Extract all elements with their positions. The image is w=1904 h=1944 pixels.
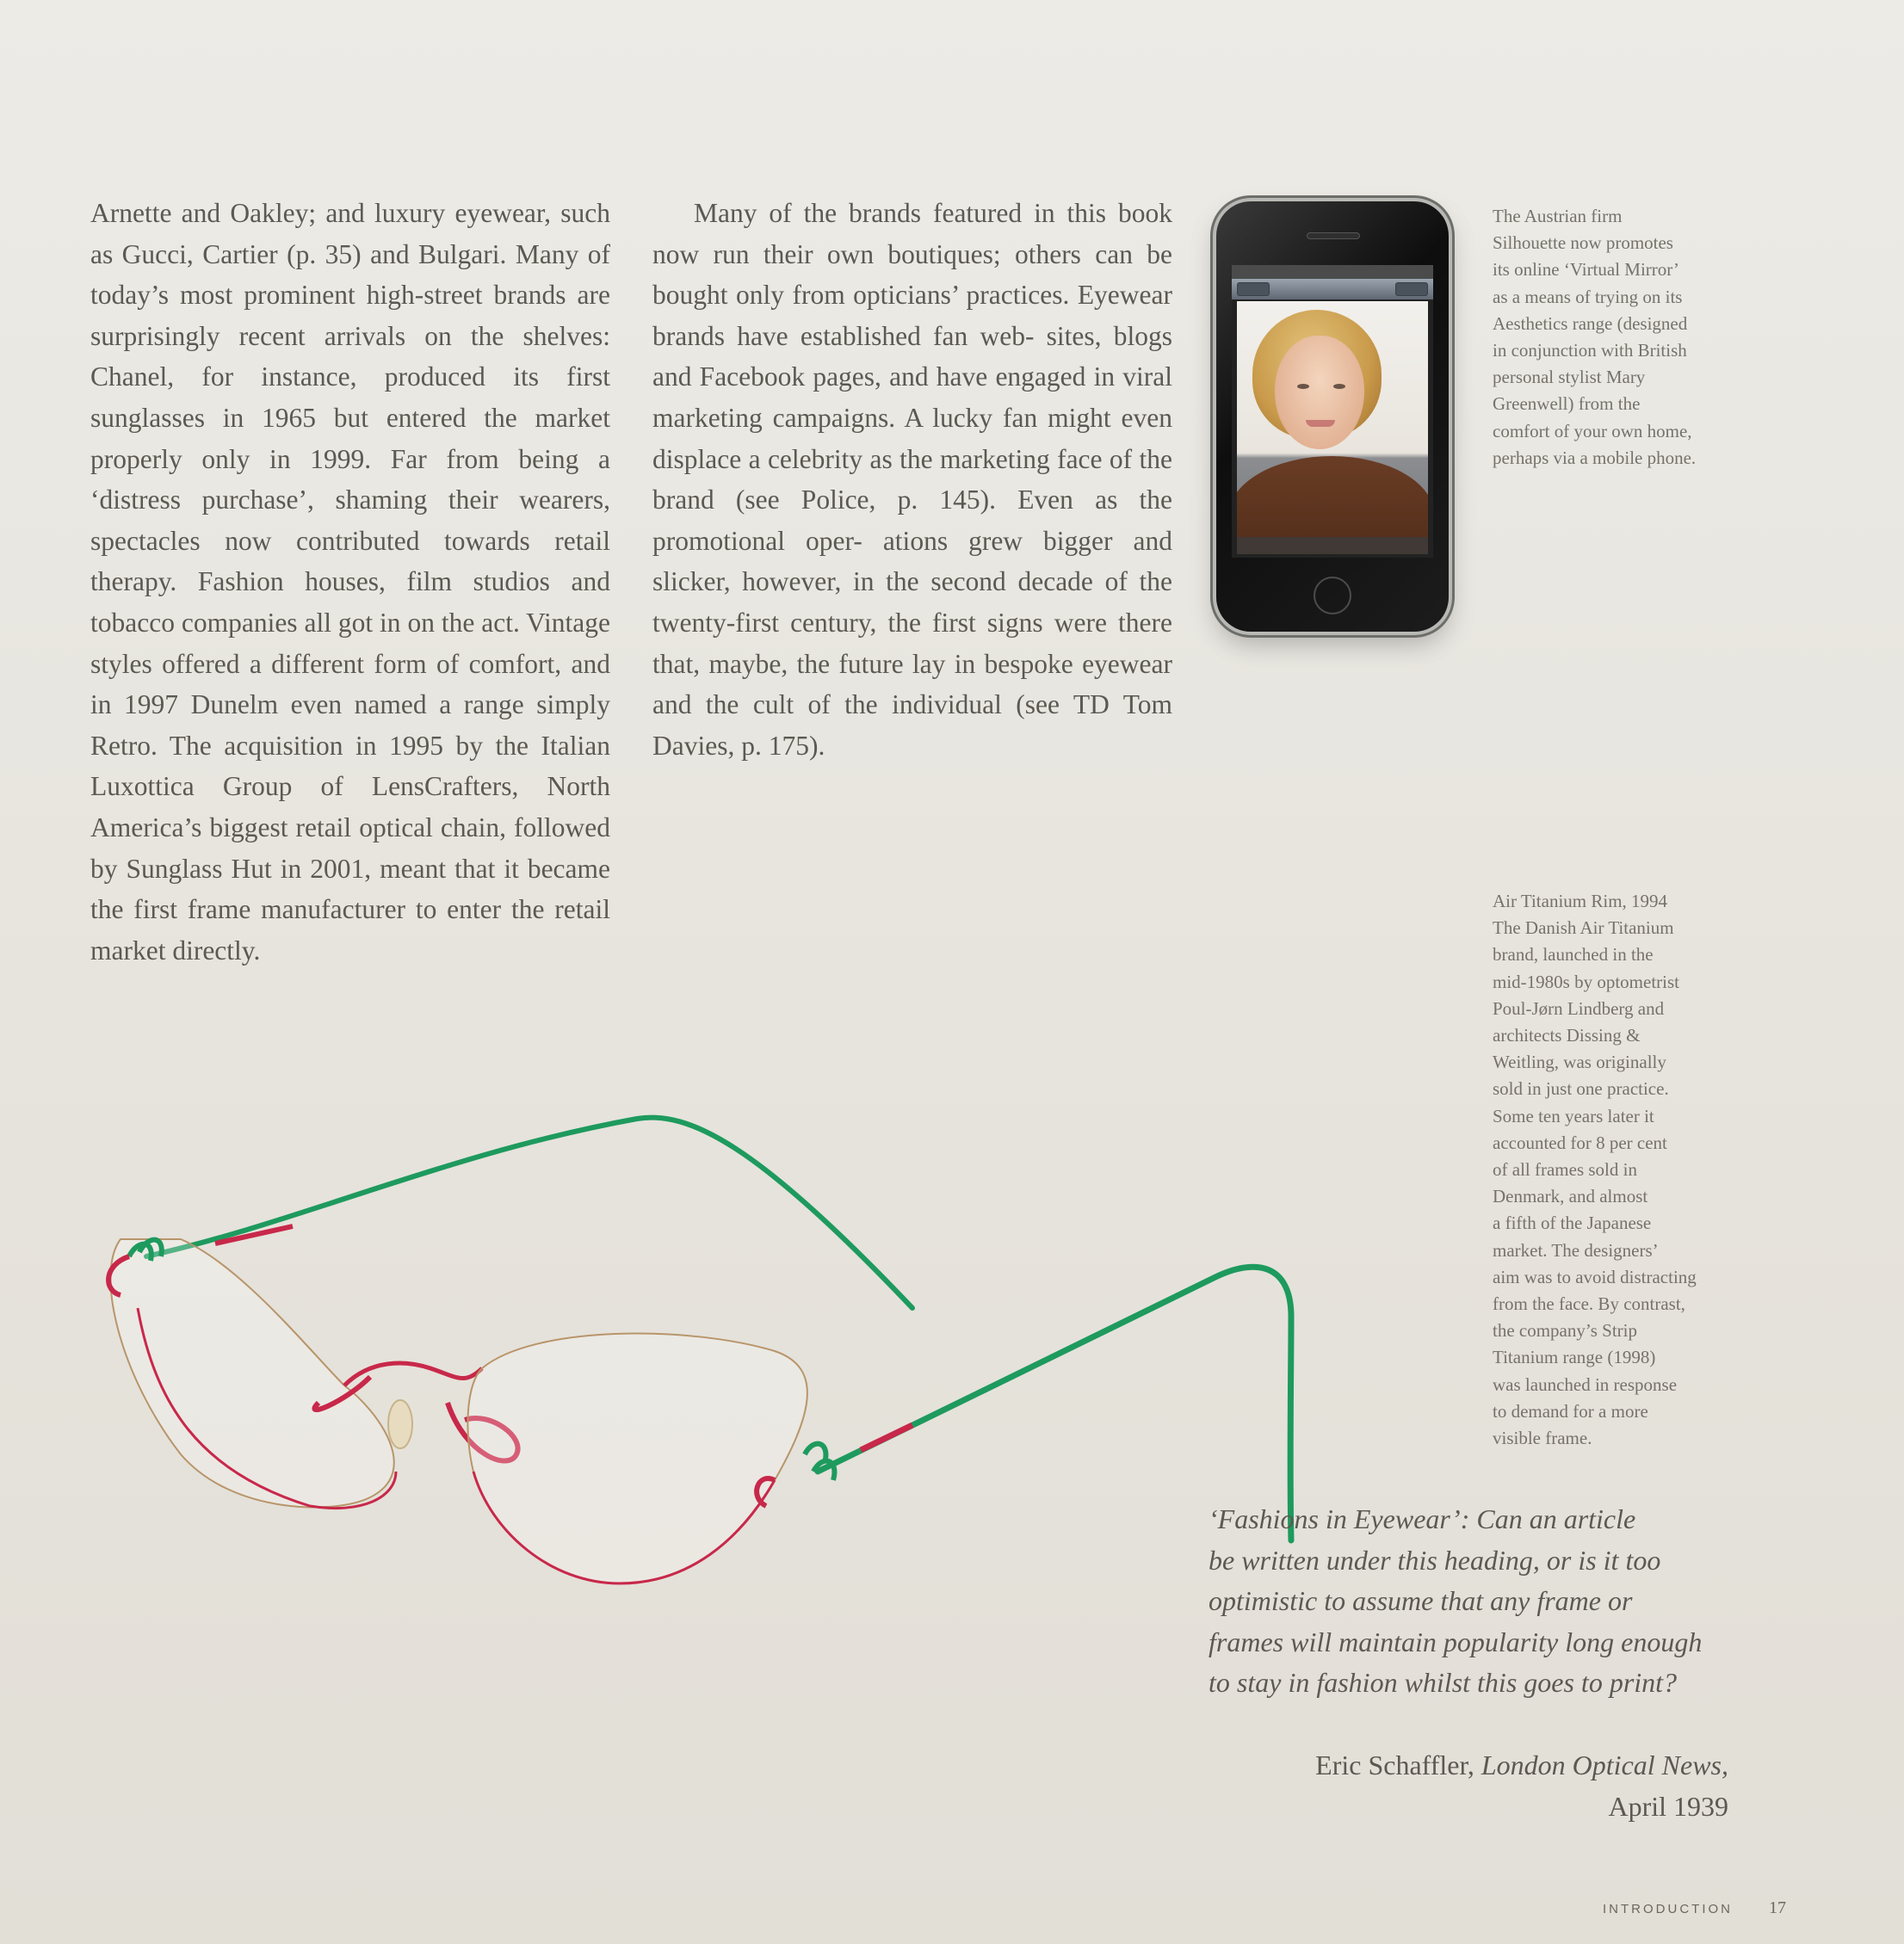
glasses-right-temple-red-segment — [861, 1425, 912, 1450]
phone-speaker — [1307, 232, 1360, 239]
smartphone-photo — [1216, 201, 1449, 632]
text-line: being a ‘distress purchase’, shaming their — [90, 443, 610, 515]
caption-line: Greenwell) from the — [1493, 393, 1641, 415]
quote-attribution — [1126, 1745, 1728, 1827]
caption-line: of all frames sold in — [1493, 1159, 1637, 1181]
attribution-author: Eric Schaffler, — [1315, 1750, 1481, 1780]
text-line: even named a range simply Retro. The — [90, 689, 610, 761]
phone-screen — [1232, 265, 1433, 558]
text-line: its first sunglasses in 1965 but entered the — [90, 361, 610, 433]
glasses-right-lens — [467, 1334, 807, 1583]
phone-photo-bar — [1237, 537, 1428, 554]
caption-line: Silhouette now promotes — [1493, 232, 1673, 254]
text-line: sites, blogs and Facebook pages, and have — [652, 320, 1172, 392]
text-line: wearers, spectacles now contributed — [90, 484, 610, 556]
woman-portrait-photo — [1237, 301, 1428, 554]
caption-line: personal stylist Mary — [1493, 367, 1646, 388]
text-line: Many of today’s most prominent high-street — [90, 238, 610, 311]
phone-toolbar-button — [1237, 282, 1270, 296]
caption-line: The Austrian firm — [1493, 206, 1623, 226]
caption-line: market. The designers’ — [1493, 1239, 1659, 1261]
text-line: the shelves: Chanel, for instance, produced — [90, 320, 611, 392]
text-line: Eyewear brands have established fan web- — [652, 280, 1172, 351]
page-number: 17 — [1769, 1898, 1786, 1917]
caption-line: a fifth of the Japanese — [1493, 1213, 1652, 1234]
caption-line: mid-1980s by optometrist — [1493, 971, 1679, 992]
caption-line: sold in just one practice. — [1493, 1078, 1669, 1100]
caption-line: aim was to avoid distracting — [1493, 1266, 1697, 1287]
text-line: engaged in viral marketing campaigns. — [652, 361, 1173, 433]
caption-line: comfort of your own home, — [1493, 420, 1692, 441]
text-line: the act. Vintage styles offered a different — [90, 607, 611, 679]
eye — [1297, 384, 1309, 389]
caption-line: perhaps via a mobile phone. — [1493, 447, 1697, 468]
text-line: in the second decade of the twenty-first — [652, 566, 1172, 638]
glasses-left-temple — [146, 1118, 912, 1308]
text-line: maybe, the future lay in bespoke eyewear — [708, 648, 1172, 679]
text-line: the first frame manufacturer to enter the — [90, 894, 555, 925]
eye — [1333, 384, 1345, 389]
text-line: Many of the brands featured in this book — [694, 198, 1172, 228]
caption-line: Poul-Jørn Lindberg and — [1493, 997, 1665, 1019]
caption-line: The Danish Air Titanium — [1493, 917, 1674, 939]
caption-line: its online ‘Virtual Mirror’ — [1493, 259, 1680, 281]
quote-line: ‘Fashions in Eyewear’: Can an article — [1209, 1503, 1636, 1534]
rimless-eyeglasses-photo — [86, 1093, 1394, 1661]
caption-line: visible frame. — [1493, 1428, 1592, 1449]
caption-line: Aesthetics range (designed — [1493, 312, 1688, 334]
running-footer-section: INTRODUCTION — [1603, 1902, 1733, 1916]
phone-home-button — [1314, 577, 1351, 614]
text-line: as the marketing face of the brand (see — [652, 443, 1172, 515]
phone-status-bar — [1232, 265, 1433, 279]
glasses-nose-pad — [388, 1400, 412, 1448]
text-line: brands are surprisingly recent arrivals on — [90, 280, 611, 351]
text-line: and the cult of the individual (see TD Tom — [652, 689, 1172, 720]
caption-line: was launched in response — [1493, 1373, 1678, 1395]
glasses-right-hinge — [805, 1444, 834, 1480]
text-line: now run their own boutiques; others can — [652, 238, 1147, 269]
pull-quote — [1209, 1499, 1742, 1704]
text-line: Davies, p. 175). — [652, 730, 825, 761]
text-line: Group of LensCrafters, North America’s — [90, 771, 610, 842]
caption-line: in conjunction with British — [1493, 340, 1687, 361]
caption-line: Weitling, was originally — [1493, 1052, 1666, 1073]
quote-line: to stay in fashion whilst this goes to print? — [1209, 1667, 1678, 1698]
caption-line: Denmark, and almost — [1493, 1186, 1648, 1207]
caption-line: as a means of trying on its — [1493, 286, 1683, 307]
text-line: A lucky fan might even displace a celebrity — [652, 402, 1172, 474]
text-line: ations grew bigger and slicker, however, — [652, 525, 1173, 597]
caption-line: from the face. By contrast, — [1493, 1293, 1685, 1315]
attribution-date: April 1939 — [1608, 1790, 1728, 1822]
text-line: be bought only from opticians’ practices. — [652, 238, 1172, 311]
text-line: century, the first signs were there that, — [652, 607, 1173, 679]
text-line: studios and tobacco companies all got in on — [90, 566, 610, 638]
text-line: biggest retail optical chain, followed by — [90, 812, 610, 884]
body-text-left-column — [90, 193, 610, 971]
quote-line: frames will maintain popularity long enough — [1209, 1626, 1703, 1657]
text-line: such as Gucci, Cartier (p. 35) and Bulgari. — [90, 198, 610, 269]
attribution-publication: London Optical News, — [1481, 1750, 1728, 1780]
caption-line: to demand for a more — [1493, 1400, 1648, 1422]
text-line: Arnette and Oakley; and luxury eyewear, — [90, 198, 561, 228]
text-line: form of comfort, and in 1997 Dunelm — [90, 648, 610, 720]
glasses-caption — [1493, 888, 1742, 1452]
text-line: towards retail therapy. Fashion houses, film — [90, 525, 610, 597]
text-line: retail market directly. — [90, 894, 610, 966]
text-line: market properly only in 1999. Far from — [90, 402, 610, 474]
text-line: Sunglass Hut in 2001, meant that it became — [126, 853, 610, 884]
phone-toolbar — [1232, 279, 1433, 299]
caption-line: Some ten years later it — [1493, 1105, 1654, 1126]
caption-line: accounted for 8 per cent — [1493, 1132, 1667, 1153]
phone-toolbar-button — [1395, 282, 1428, 296]
mouth — [1306, 420, 1335, 427]
face — [1275, 336, 1364, 449]
quote-line: be written under this heading, or is it too — [1209, 1544, 1661, 1576]
caption-line: Titanium range (1998) — [1493, 1347, 1656, 1368]
body-text-middle-column — [652, 193, 1172, 766]
glasses-left-lens — [110, 1239, 393, 1508]
text-line: Police, p. 145). Even as the promotional oper- — [652, 484, 1172, 556]
text-line: acquisition in 1995 by the Italian Luxottica — [90, 730, 610, 802]
caption-line: brand, launched in the — [1493, 944, 1654, 966]
caption-title: Air Titanium Rim, 1994 — [1493, 891, 1668, 911]
caption-line: the company’s Strip — [1493, 1320, 1637, 1342]
quote-line: optimistic to assume that any frame or — [1209, 1585, 1633, 1616]
phone-caption — [1493, 203, 1734, 472]
caption-line: architects Dissing & — [1493, 1025, 1641, 1046]
